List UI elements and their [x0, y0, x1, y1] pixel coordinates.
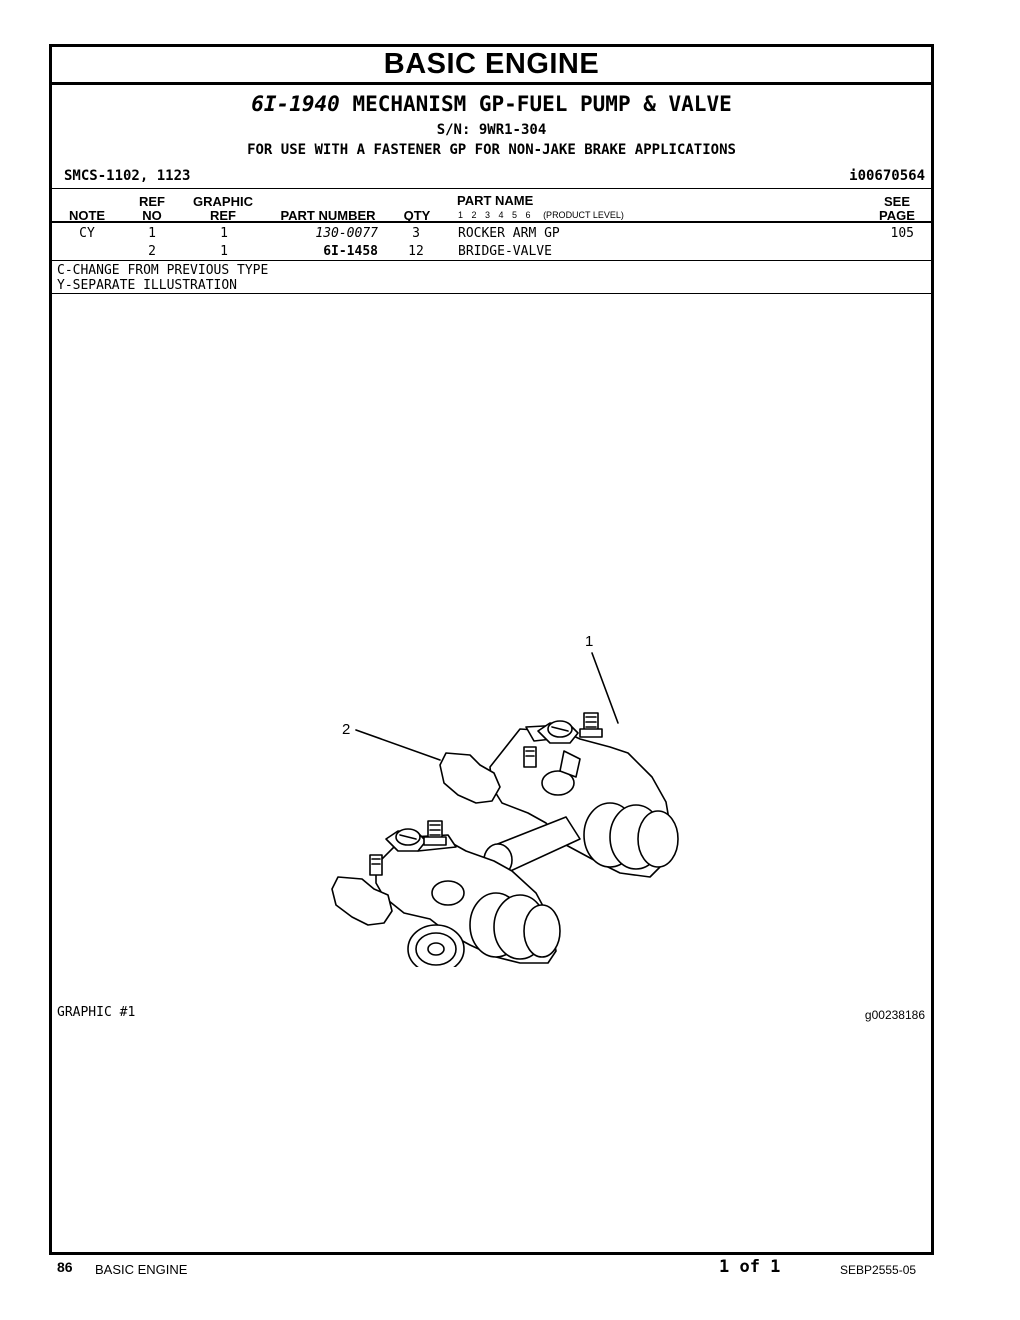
- header-top-rule: [52, 188, 931, 189]
- graphic-id: g00238186: [864, 1008, 925, 1022]
- row1-note: CY: [79, 226, 95, 241]
- col-part-number: PART NUMBER: [280, 208, 376, 223]
- col-see-bottom: PAGE: [879, 208, 915, 223]
- serial-number: S/N: 9WR1-304: [436, 122, 547, 138]
- footer-page-number: 86: [57, 1259, 73, 1275]
- col-qty: QTY: [403, 208, 431, 223]
- col-graphic-bottom: REF: [210, 208, 236, 223]
- row1-qty: 3: [412, 226, 420, 241]
- graphic-label: GRAPHIC #1: [57, 1005, 136, 1020]
- header-bottom-rule: [52, 221, 931, 223]
- row1-see-page[interactable]: 105: [890, 226, 914, 241]
- col-graphic-top: GRAPHIC: [193, 194, 253, 209]
- product-level-label: (PRODUCT LEVEL): [543, 210, 624, 220]
- legend-change: C-CHANGE FROM PREVIOUS TYPE: [57, 263, 269, 278]
- rows-bottom-rule: [52, 260, 931, 261]
- group-name: MECHANISM GP-FUEL PUMP & VALVE: [352, 92, 732, 116]
- row2-part-number[interactable]: 6I-1458: [323, 244, 378, 259]
- illustration-id: i00670564: [849, 168, 925, 184]
- row2-part-name: BRIDGE-VALVE: [458, 244, 552, 259]
- rocker-arm-illustration: [280, 627, 740, 967]
- row1-ref-no: 1: [148, 226, 156, 241]
- product-levels: [458, 210, 624, 220]
- section-title-bar: [52, 47, 931, 85]
- col-ref-bottom: NO: [142, 208, 162, 223]
- row1-part-number[interactable]: 130-0077: [315, 226, 378, 241]
- col-note: NOTE: [68, 208, 106, 223]
- footer-doc-number: SEBP2555-05: [840, 1263, 917, 1277]
- row1-part-name: ROCKER ARM GP: [458, 226, 560, 241]
- footer-section: BASIC ENGINE: [95, 1262, 188, 1277]
- product-level-numbers: 1 2 3 4 5 6: [458, 210, 531, 220]
- group-heading: [52, 92, 931, 116]
- footer-page-count: 1 of 1: [719, 1257, 781, 1277]
- usage-note: FOR USE WITH A FASTENER GP FOR NON-JAKE BRAKE APPLICATIONS: [247, 142, 736, 158]
- section-title: BASIC ENGINE: [383, 48, 600, 80]
- callout-2-leader: [356, 730, 440, 760]
- callout-1: 1: [585, 633, 594, 650]
- page-frame: [49, 44, 934, 1255]
- legend-bottom-rule: [52, 293, 931, 294]
- row2-graphic-ref: 1: [220, 244, 228, 259]
- col-see-top: SEE: [883, 194, 910, 209]
- group-part-number: 6I-1940: [251, 92, 340, 116]
- row1-graphic-ref: 1: [220, 226, 228, 241]
- col-part-name: PART NAME: [457, 193, 534, 208]
- smcs-codes: SMCS-1102, 1123: [64, 168, 191, 184]
- callout-2: 2: [342, 721, 351, 738]
- col-ref-top: REF: [139, 194, 165, 209]
- row2-ref-no: 2: [148, 244, 156, 259]
- legend-separate: Y-SEPARATE ILLUSTRATION: [57, 278, 238, 293]
- row2-qty: 12: [408, 244, 424, 259]
